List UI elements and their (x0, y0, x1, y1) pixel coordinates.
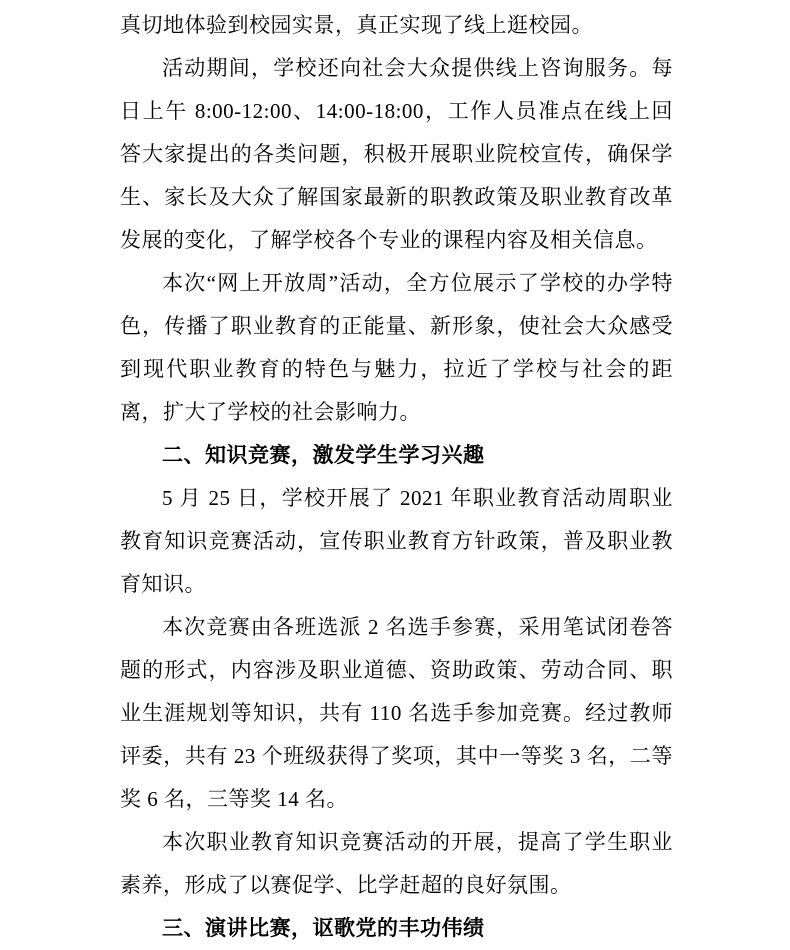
section-heading-knowledge-contest: 二、知识竞赛，激发学生学习兴趣 (162, 443, 485, 467)
paragraph-continuation: 真切地体验到校园实景，真正实现了线上逛校园。 (120, 13, 593, 37)
paragraph-contest-outcome: 本次职业教育知识竞赛活动的开展，提高了学生职业素养，形成了以赛促学、比学赶超的良好氛围。 (120, 830, 673, 897)
section-heading-speech-contest: 三、演讲比赛，讴歌党的丰功伟绩 (162, 916, 485, 940)
paragraph-contest-details: 本次竞赛由各班选派 2 名选手参赛，采用笔试闭卷答题的形式，内容涉及职业道德、资助政策、劳动合同、职业生涯规划等知识，共有 110 名选手参加竞赛。经过教师评委，共有 23 个班级获得了奖项，其中一等奖 3 名，二等奖 6 名，三等奖 14 名。 (120, 615, 673, 811)
paragraph-online-consultation: 活动期间，学校还向社会大众提供线上咨询服务。每日上午 8:00-12:00、14:00-18:00，工作人员准点在线上回答大家提出的各类问题，积极开展职业院校宣传，确保学生、家长及大众了解国家最新的职教政策及职业教育改革发展的变化，了解学校各个专业的课程内容及相关信息。 (120, 56, 673, 252)
paragraph-open-week-summary: 本次“网上开放周”活动，全方位展示了学校的办学特色，传播了职业教育的正能量、新形象，使社会大众感受到现代职业教育的特色与魅力，拉近了学校与社会的距离，扩大了学校的社会影响力。 (120, 271, 673, 424)
paragraph-contest-intro: 5 月 25 日，学校开展了 2021 年职业教育活动周职业教育知识竞赛活动，宣传职业教育方针政策，普及职业教育知识。 (120, 486, 673, 596)
